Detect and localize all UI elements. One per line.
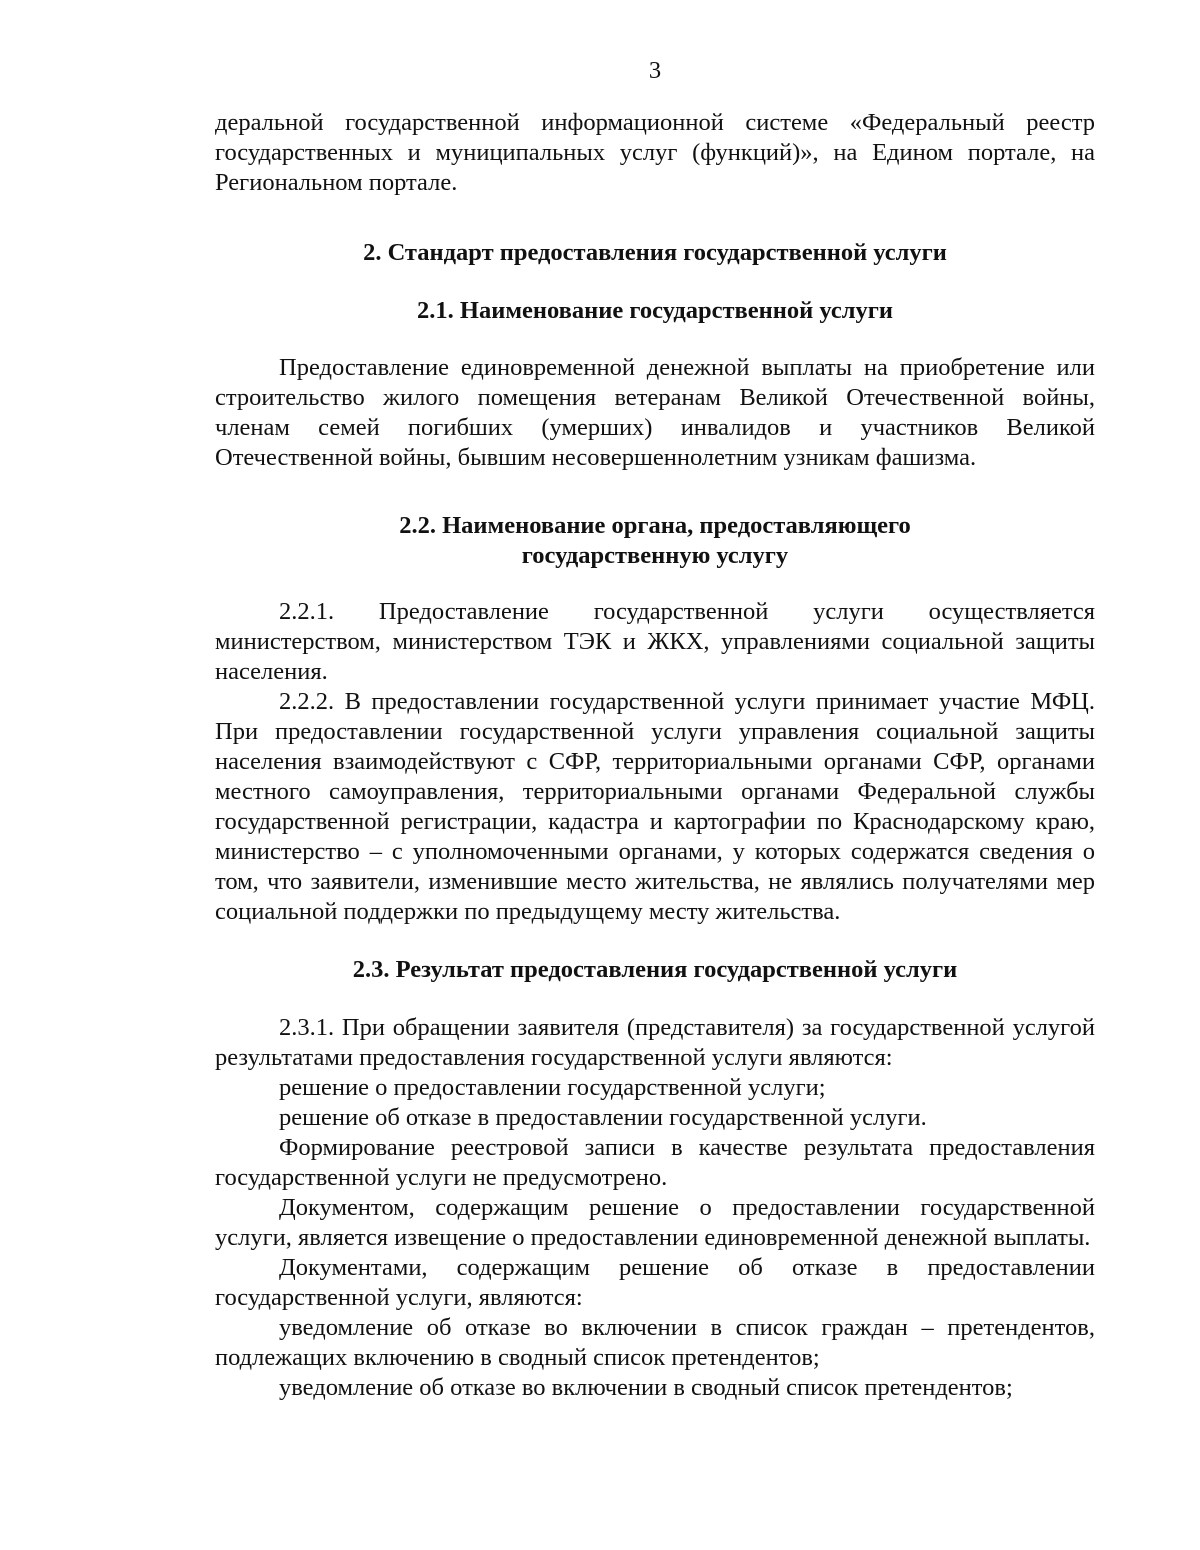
- section-2-2-heading-line2: государственную услугу: [521, 542, 789, 569]
- section-2-2-2-paragraph: 2.2.2. В предоставлении государственной услуги принимает участие МФЦ. При предоставлении государственной услуги управления социальной защиты населения взаимодействуют с СФР, территориальными органами СФР, органами местного самоуправления, территориальными органами Федеральной службы государственной регистрации, кадастра и картографии по Краснодарскому краю, министерство – с уполномоченными органами, у которых содержатся сведения о том, что заявители, изменившие место жительства, не являлись получателями мер социальной поддержки по предыдущему месту жительства.: [215, 688, 1095, 925]
- list-item-decision-refusal: решение об отказе в предоставлении государственной услуги.: [279, 1104, 927, 1131]
- grant-document-paragraph: Документом, содержащим решение о предоставлении государственной услуги, является извещение о предоставлении единовременной денежной выплаты.: [215, 1194, 1095, 1251]
- refusal-documents-paragraph: Документами, содержащим решение об отказе в предоставлении государственной услуги, являются:: [215, 1254, 1095, 1311]
- list-item-notice-list-refusal: уведомление об отказе во включении в список граждан – претендентов, подлежащих включению в сводный список претендентов;: [215, 1314, 1095, 1371]
- page-number: 3: [648, 57, 662, 84]
- section-2-3-heading: 2.3. Результат предоставления государственной услуги: [352, 956, 958, 983]
- document-body: [215, 108, 1095, 1403]
- section-2-2-heading: [215, 511, 1095, 571]
- list-item-notice-summary-refusal: уведомление об отказе во включении в сводный список претендентов;: [279, 1374, 1013, 1401]
- section-2-3-1-paragraph: 2.3.1. При обращении заявителя (представителя) за государственной услугой результатами предоставления государственной услуги являются:: [215, 1014, 1095, 1071]
- list-item-decision-grant: решение о предоставлении государственной услуги;: [279, 1074, 826, 1101]
- section-2-2-heading-line1: 2.2. Наименование органа, предоставляющего: [399, 512, 911, 539]
- section-2-1-heading: 2.1. Наименование государственной услуги: [417, 297, 893, 324]
- registry-record-paragraph: Формирование реестровой записи в качестве результата предоставления государственной услуги не предусмотрено.: [215, 1134, 1095, 1191]
- section-2-heading: 2. Стандарт предоставления государственной услуги: [363, 239, 947, 266]
- section-2-2-1-paragraph: 2.2.1. Предоставление государственной услуги осуществляется министерством, министерством ТЭК и ЖКХ, управлениями социальной защиты населения.: [215, 598, 1095, 685]
- intro-paragraph: деральной государственной информационной системе «Федеральный реестр государственных и муниципальных услуг (функций)», на Едином портале, на Региональном портале.: [215, 109, 1095, 196]
- section-2-1-text: Предоставление единовременной денежной выплаты на приобретение или строительство жилого помещения ветеранам Великой Отечественной войны, членам семей погибших (умерших) инвалидов и участников Великой Отечественной войны, бывшим несовершеннолетним узникам фашизма.: [215, 354, 1095, 471]
